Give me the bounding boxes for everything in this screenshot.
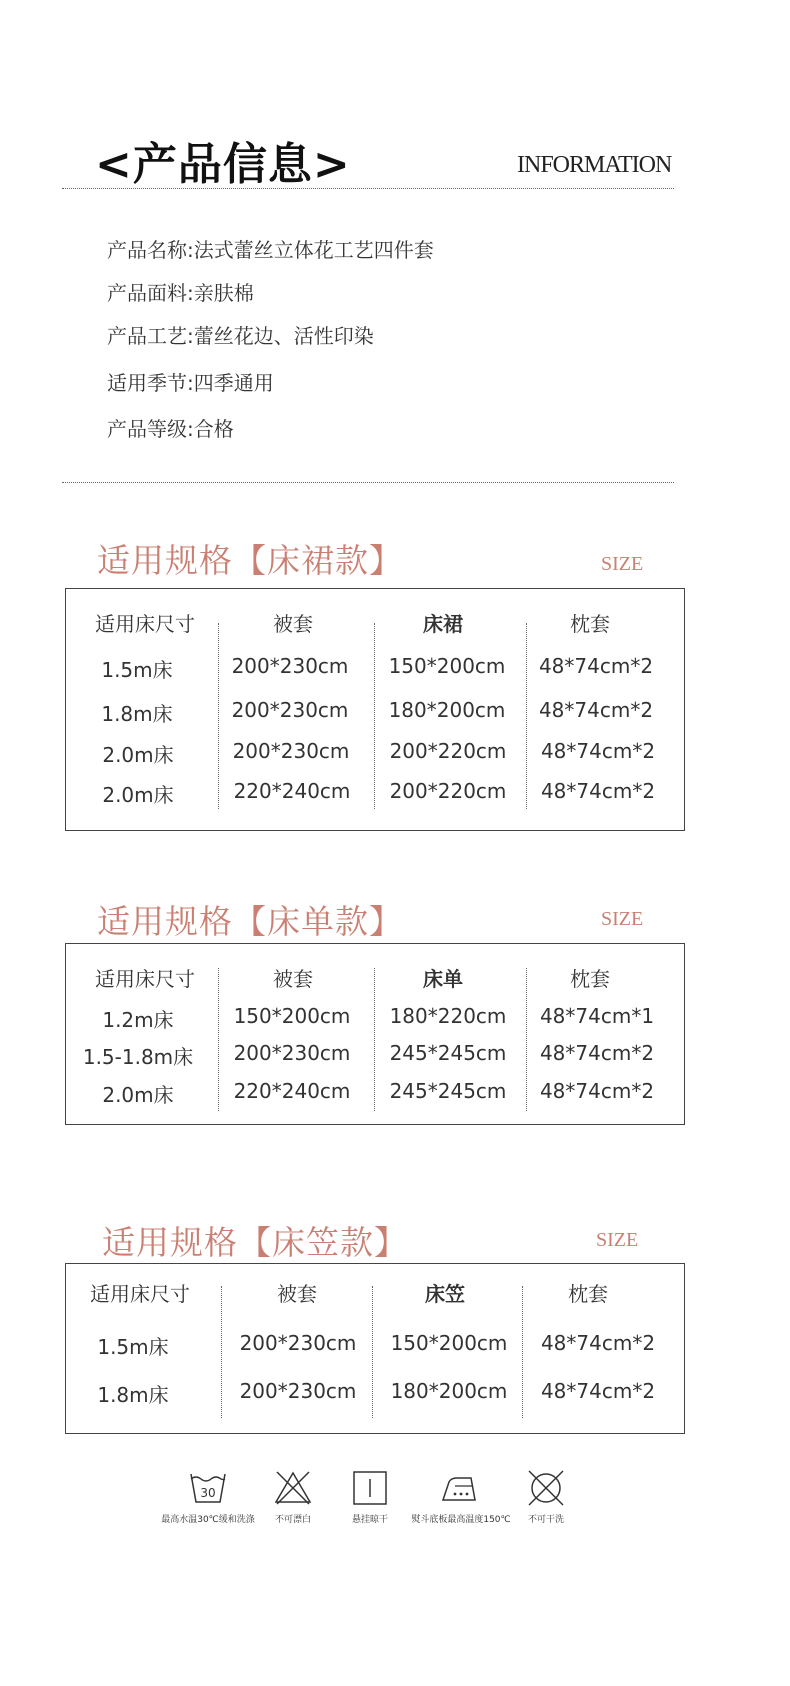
table-header: 枕套 (568, 1282, 608, 1306)
info-row-fabric (107, 277, 254, 306)
column-divider (374, 623, 375, 809)
column-divider (221, 1286, 222, 1418)
table-header: 枕套 (570, 612, 610, 636)
info-value: 四季通用 (193, 371, 274, 395)
table-cell: 48*74cm*2 (540, 779, 656, 803)
table-cell: 48*74cm*2 (540, 1379, 656, 1403)
table-cell: 200*230cm (231, 654, 349, 678)
table-cell: 200*220cm (389, 779, 507, 803)
page-subtitle-en: INFORMATION (517, 152, 672, 178)
no-bleach-icon (273, 1470, 313, 1506)
table-cell: 200*230cm (232, 739, 350, 763)
no-dry-clean-icon (526, 1470, 566, 1506)
table-cell: 48*74cm*2 (540, 1331, 656, 1355)
spec-table-bedskirt (65, 588, 685, 831)
table-cell: 1.8m床 (101, 702, 173, 726)
divider (62, 188, 674, 189)
column-divider (526, 968, 527, 1111)
table-cell: 1.2m床 (102, 1008, 174, 1032)
table-cell: 245*245cm (389, 1079, 507, 1103)
table-cell: 200*230cm (233, 1041, 351, 1065)
table-header: 被套 (273, 967, 313, 991)
info-label: 产品名称: (107, 238, 194, 262)
care-label: 最高水温30℃缓和洗涤 (161, 1515, 255, 1525)
info-row-grade (107, 413, 234, 442)
table-cell: 48*74cm*2 (538, 698, 654, 722)
table-cell: 180*220cm (389, 1004, 507, 1028)
care-label: 悬挂晾干 (351, 1515, 388, 1525)
table-cell: 150*200cm (388, 654, 506, 678)
table-cell: 200*230cm (239, 1379, 357, 1403)
table-cell: 48*74cm*2 (539, 1041, 655, 1065)
care-no-dry-clean (491, 1470, 601, 1525)
column-divider (372, 1286, 373, 1418)
section-title-bedskirt: 适用规格【床裙款】 (97, 541, 403, 580)
table-cell: 1.5m床 (101, 658, 173, 682)
table-cell: 200*220cm (389, 739, 507, 763)
care-label: 熨斗底板最高温度150℃ (411, 1515, 511, 1525)
info-row-season (107, 367, 274, 396)
wash-30-icon (188, 1470, 228, 1506)
table-cell: 48*74cm*2 (540, 739, 656, 763)
table-cell: 200*230cm (239, 1331, 357, 1355)
table-header: 床单 (423, 967, 463, 991)
wash-temp-number: 30 (200, 1486, 216, 1500)
care-label: 不可漂白 (274, 1515, 311, 1525)
table-header: 枕套 (570, 967, 610, 991)
care-label: 不可干洗 (527, 1515, 564, 1525)
table-cell: 180*200cm (390, 1379, 508, 1403)
table-cell: 1.5-1.8m床 (82, 1045, 194, 1069)
info-label: 产品等级: (107, 417, 194, 441)
table-header: 适用床尺寸 (95, 967, 195, 991)
table-cell: 2.0m床 (102, 743, 174, 767)
section-size-label: SIZE (601, 908, 644, 930)
column-divider (374, 968, 375, 1111)
info-label: 产品工艺: (107, 324, 194, 348)
table-cell: 2.0m床 (102, 1083, 174, 1107)
table-cell: 245*245cm (389, 1041, 507, 1065)
info-row-name (107, 234, 434, 263)
table-header: 被套 (273, 612, 313, 636)
table-cell: 220*240cm (233, 779, 351, 803)
table-cell: 220*240cm (233, 1079, 351, 1103)
table-header: 床笠 (425, 1282, 465, 1306)
divider (62, 482, 674, 483)
table-header: 适用床尺寸 (90, 1282, 190, 1306)
spec-table-fittedsheet (65, 1263, 685, 1434)
table-cell: 48*74cm*1 (539, 1004, 655, 1028)
info-label: 适用季节: (107, 371, 194, 395)
info-value: 亲肤棉 (193, 281, 254, 305)
table-cell: 180*200cm (388, 698, 506, 722)
page-title: <产品信息> (95, 139, 351, 190)
column-divider (526, 623, 527, 809)
table-cell: 150*200cm (390, 1331, 508, 1355)
table-cell: 1.8m床 (97, 1383, 169, 1407)
table-cell: 1.5m床 (97, 1335, 169, 1359)
info-row-craft (107, 320, 374, 349)
table-header: 被套 (277, 1282, 317, 1306)
spec-table-bedsheet (65, 943, 685, 1125)
column-divider (218, 623, 219, 809)
column-divider (218, 968, 219, 1111)
section-size-label: SIZE (596, 1229, 639, 1251)
info-label: 产品面料: (107, 281, 194, 305)
table-cell: 48*74cm*2 (539, 1079, 655, 1103)
section-title-bedsheet: 适用规格【床单款】 (97, 902, 403, 941)
iron-150-icon (439, 1470, 483, 1506)
section-size-label: SIZE (601, 553, 644, 575)
column-divider (522, 1286, 523, 1418)
table-cell: 200*230cm (231, 698, 349, 722)
hang-dry-icon (350, 1470, 390, 1506)
info-value: 合格 (193, 417, 234, 441)
table-cell: 2.0m床 (102, 783, 174, 807)
table-cell: 48*74cm*2 (538, 654, 654, 678)
info-value: 法式蕾丝立体花工艺四件套 (193, 238, 434, 262)
section-title-fittedsheet: 适用规格【床笠款】 (102, 1223, 408, 1262)
table-header: 床裙 (423, 612, 463, 636)
info-value: 蕾丝花边、活性印染 (193, 324, 374, 348)
table-cell: 150*200cm (233, 1004, 351, 1028)
table-header: 适用床尺寸 (95, 612, 195, 636)
